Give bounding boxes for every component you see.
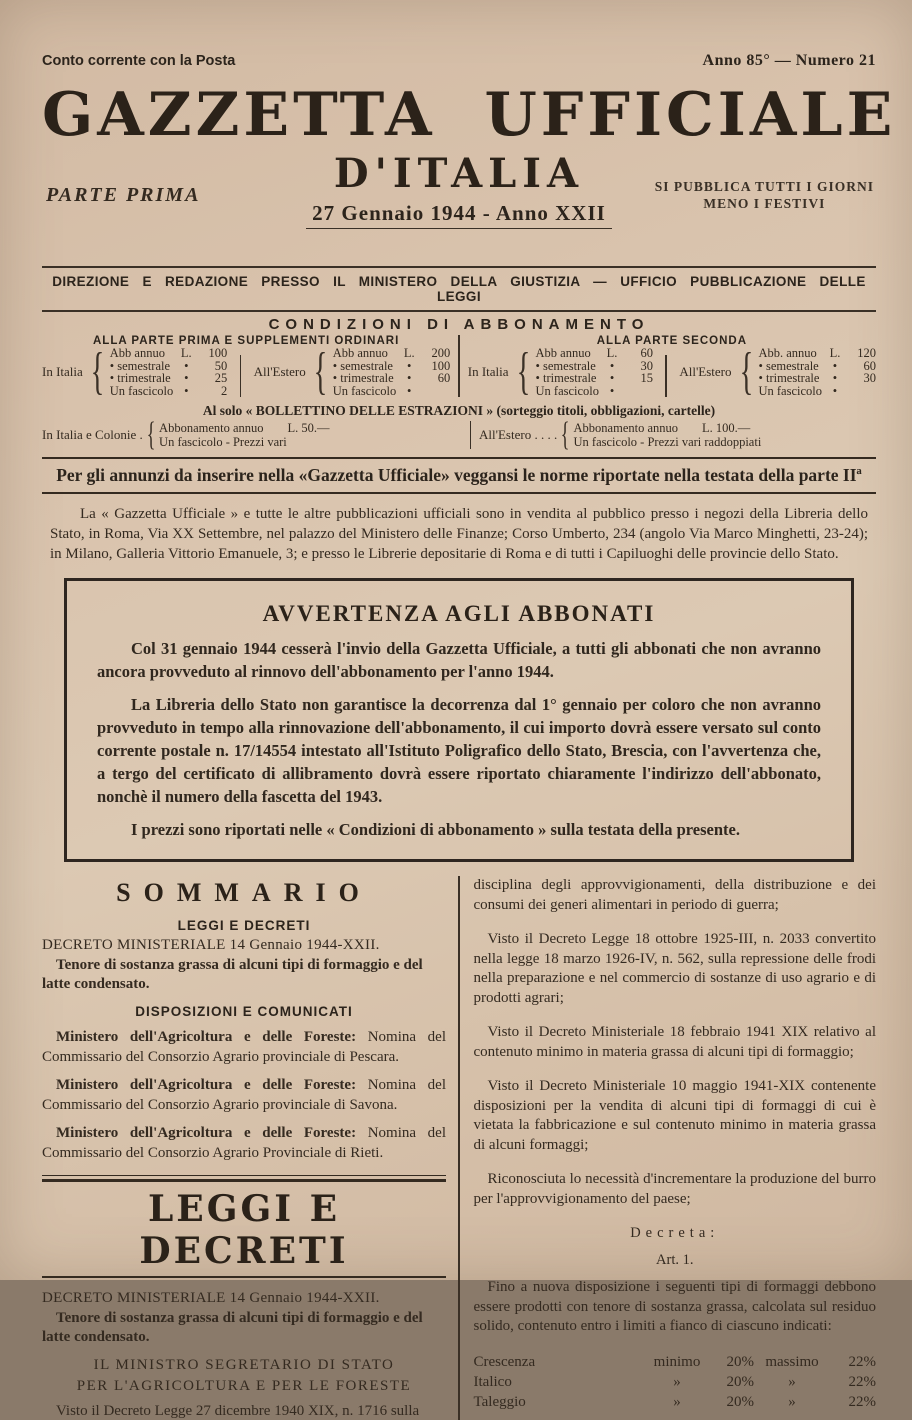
pp-estero-group: All'Estero { Abb annuo L. 200 • semestrale • 100 • trimestrale • 60 Un fascicolo • (253, 343, 451, 400)
publication-frequency-line1: SI PUBBLICA TUTTI I GIORNI (654, 179, 874, 194)
divider (240, 355, 242, 397)
divider (470, 421, 472, 449)
leggi-heading: LEGGI E DECRETI (139, 1188, 349, 1272)
body-paragraph: Riconosciuta lo necessità d'incrementare la produzione del burro per l'approvvigionamento del paese; (473, 1171, 876, 1207)
subscription-table (42, 335, 876, 400)
bollettino-heading: Al solo « BOLLETTINO DELLE ESTRAZIONI » (sorteggio titoli, obbligazioni, cartelle) (202, 403, 716, 418)
right-column (460, 876, 877, 1420)
leggi-decree-line: DECRETO MINISTERIALE 14 Gennaio 1944-XXII. (42, 1290, 380, 1306)
sommario-decree-subject: Tenore di sostanza grassa di alcuni tipi di formaggio e del latte condensato. (42, 957, 423, 992)
bollettino-row: In Italia e Colonie . { Abbonamento annuo L. 50.— Un fascicolo - Prezzi vari All'Estero . . . . { Abbonamento annuo L. 100.— Un fascicolo - Prezzi vari raddoppiati (42, 416, 762, 453)
decreta-heading: Decreta: (630, 1225, 720, 1241)
sommario-decree-line: DECRETO MINISTERIALE 14 Gennaio 1944-XXII. (42, 937, 380, 953)
divider (458, 335, 460, 397)
subscription-heading: CONDIZIONI DI ABBONAMENTO (268, 316, 650, 333)
notice-title: AVVERTENZA AGLI ABBONATI (262, 601, 656, 626)
rule (42, 1276, 446, 1278)
body-paragraph: Visto il Decreto Ministeriale 10 maggio 1941-XIX contenente disposizioni per la vendita di alcuni tipi di formaggi di cui è vietata la fabbricazione e sul contenuto minimo in materia grassa di alcuni formaggi; (473, 1078, 876, 1153)
publication-frequency (655, 178, 874, 212)
visto-line: Visto il Decreto Legge 27 dicembre 1940 XIX, n. 1716 sulla (56, 1403, 420, 1419)
page-subtitle: D'ITALIA (333, 150, 585, 197)
brace-glyph: { (146, 416, 156, 453)
publication-frequency-line2: MENO I FESTIVI (703, 196, 826, 211)
article-heading: Art. 1. (656, 1252, 694, 1268)
table-row: Italico » 20% » 22% (473, 1373, 876, 1390)
direction-banner: DIREZIONE E REDAZIONE PRESSO IL MINISTERO DELLA GIUSTIZIA — UFFICIO PUBBLICAZIONE DELLE LEGGI (42, 266, 876, 312)
article-text: Fino a nuova disposizione i seguenti tipi di formaggi debbono essere prodotti con tenore di sostanza grassa, calcolata sul residuo solido, contenuto entro i limiti a fianco di ciascuno indicati: (473, 1279, 876, 1334)
brace-glyph: { (739, 343, 753, 400)
sommario-title: SOMMARIO (116, 878, 372, 907)
leggi-decree-subject: Tenore di sostanza grassa di alcuni tipi di formaggio e del latte condensato. (42, 1310, 423, 1345)
brace-glyph: { (516, 343, 530, 400)
body-paragraph: disciplina degli approvvigionamenti, della distribuzione e dei consumi dei generi alimentari in periodo di guerra; (473, 877, 876, 913)
notice-box (64, 578, 854, 862)
subscription-parte-prima: ALLA PARTE PRIMA E SUPPLEMENTI ORDINARI In Italia { Abb annuo L. 100 • semestrale • 50 • trimestrale • 25 Un fascicolo • 2 All'Estero { Abb annuo L. 200 • semestrale • 100 • trimestrale • 60 Un fascicolo • (42, 335, 451, 400)
notice-paragraph-3: I prezzi sono riportati nelle « Condizioni di abbonamento » sulla testata della presente. (131, 820, 740, 839)
cheese-table (474, 1352, 877, 1412)
pp-italia-group: In Italia { Abb annuo L. 100 • semestrale • 50 • trimestrale • 25 Un fascicolo • 2 (42, 343, 228, 400)
ps-italia-group: In Italia { Abb annuo L. 60 • semestrale • 30 • trimestrale • 15 Un fascicolo • (467, 343, 654, 400)
table-row: Taleggio » 20% » 22% (473, 1393, 876, 1410)
sommario-item: Ministero dell'Agricoltura e delle Foreste: Nomina del Commissario del Consorzio Agrario Provinciale di Rieti. (42, 1125, 446, 1161)
ps-estero-group: All'Estero { Abb. annuo L. 120 • semestrale • 60 • trimestrale • 30 Un fascicolo • (679, 343, 876, 400)
top-line (42, 52, 876, 70)
issue-date: 27 Gennaio 1944 - Anno XXII (42, 201, 876, 229)
part-label: PARTE PRIMA (46, 184, 201, 206)
annunzi-banner: Per gli annunzi da inserire nella «Gazzetta Ufficiale» veggansi le norme riportate nella testata della parte IIª (42, 457, 876, 494)
sommario-item: Ministero dell'Agricoltura e delle Foreste: Nomina del Commissario del Consorzio Agrario provinciale di Pescara. (42, 1029, 446, 1065)
brace-glyph: { (313, 343, 328, 400)
page-title: GAZZETTA UFFICIALE (42, 80, 897, 150)
brace-glyph: { (90, 343, 105, 400)
masthead-second-row (42, 150, 876, 258)
table-row: Crescenza minimo 20% massimo 22% (473, 1353, 876, 1370)
body-paragraph: Visto il Decreto Ministeriale 18 febbraio 1941 XIX relativo al contenuto minimo in materia grassa di alcuni tipi di formaggio; (473, 1024, 876, 1060)
sommario-section2: DISPOSIZIONI E COMUNICATI (135, 1004, 353, 1019)
vendita-paragraph: La « Gazzetta Ufficiale » e tutte le altre pubblicazioni ufficiali sono in vendita al pubblico presso i negozi della Libreria dello Stato, in Roma, Via XX Settembre, nel palazzo del Ministero delle Finanze; Corso Umberto, 234 (angolo Via Marco Minghetti, 23-24); in Milano, Galleria Vittorio Emanuele, 3; e presso le Librerie depositarie di Roma e di tutti i Capiluoghi delle provincie dello Stato. (50, 506, 868, 562)
divider (665, 355, 667, 397)
brace-glyph: { (560, 416, 570, 453)
price: L. 50.— (287, 421, 330, 435)
left-column (42, 876, 458, 1420)
price: L. 100.— (702, 421, 751, 435)
subscription-parte-seconda: ALLA PARTE SECONDA In Italia { Abb annuo L. 60 • semestrale • 30 • trimestrale • 15 Un fascicolo • All'Estero { Abb. annuo L. 120 • semestrale • 60 • trimestrale • 30 Un fascicolo • (467, 335, 876, 400)
sommario-item: Ministero dell'Agricoltura e delle Foreste: Nomina del Commissario del Consorzio Agrario provinciale di Savona. (42, 1077, 446, 1113)
section-divider (42, 1175, 446, 1182)
two-column-body (42, 876, 876, 1420)
issue-number: Anno 85° — Numero 21 (702, 52, 876, 69)
sommario-section1: LEGGI E DECRETI (177, 918, 311, 933)
body-paragraph: Visto il Decreto Legge 18 ottobre 1925-III, n. 2033 convertito nella legge 18 marzo 1926-IV, n. 562, sulla repressione delle frodi nella preparazione e nel commercio di sostanze di uso agrario e di prodotti agrari; (473, 931, 876, 1006)
notice-paragraph-1: Col 31 gennaio 1944 cesserà l'invio della Gazzetta Ufficiale, a tutti gli abbonati che non avranno ancora provveduto al rinnovo dell'abbonamento per l'anno 1944. (97, 639, 821, 681)
minister-lines: IL MINISTRO SEGRETARIO DI STATO PER L'AGRICOLTURA E PER LE FORESTE (76, 1357, 412, 1394)
postal-note: Conto corrente con la Posta (42, 53, 236, 69)
notice-paragraph-2: La Libreria dello Stato non garantisce la decorrenza dal 1° gennaio per coloro che non avranno provveduto in tempo alla rinnovazione dell'abbonamento, il cui importo dovrà essere versato sul conto corrente postale n. 17/14554 intestato all'Istituto Poligrafico dello Stato, Brescia, con l'avvertenza che, a tergo del certificato di allibramento dovrà essere riportato chiaramente l'indirizzo dell'abbonato, nonchè il numero della fascetta del 1943. (97, 695, 821, 806)
